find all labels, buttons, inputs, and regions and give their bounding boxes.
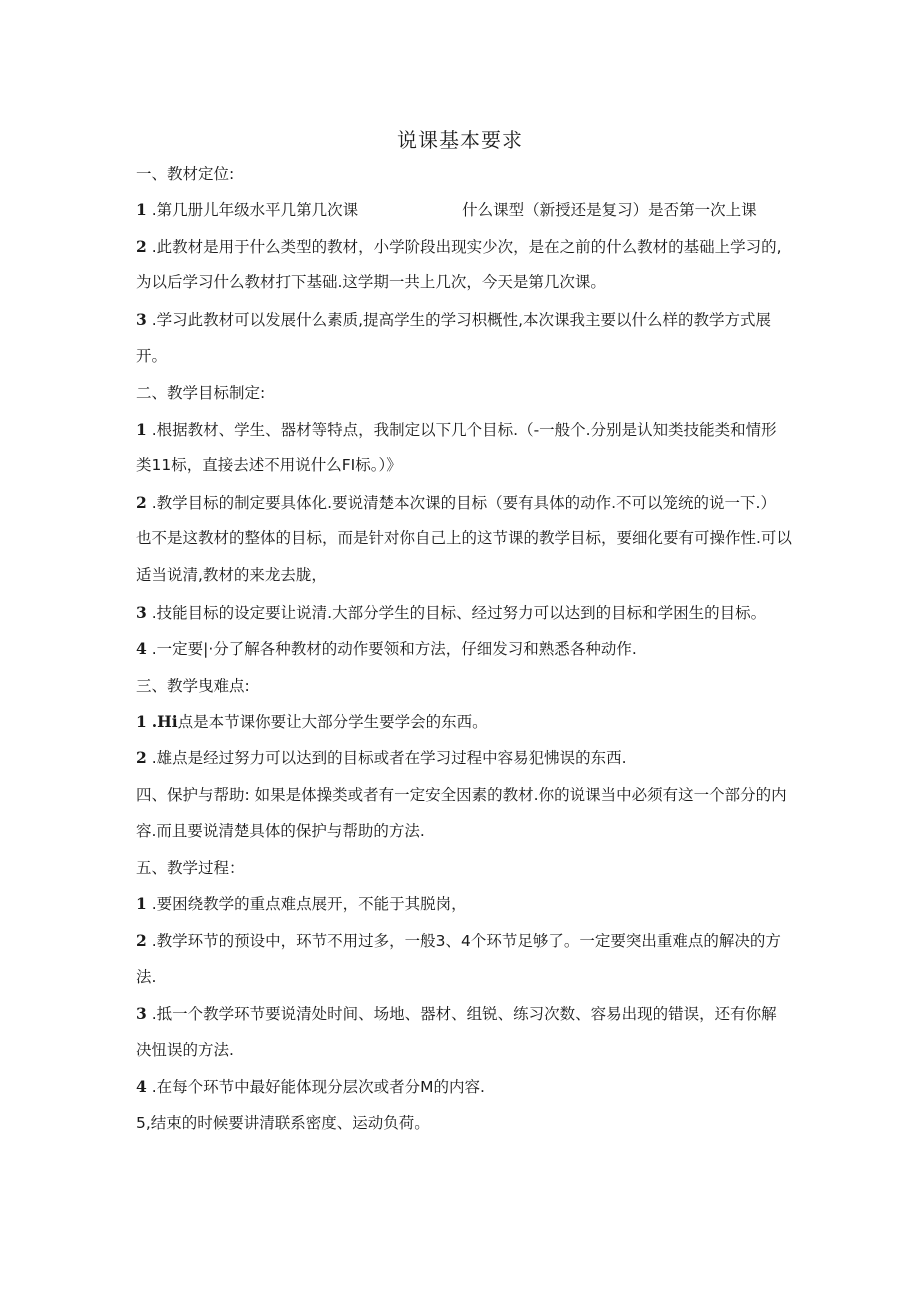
page-title: 说课基本要求 bbox=[397, 128, 523, 152]
s5-item-3-cont: 决忸误的方法. bbox=[136, 1041, 234, 1059]
item-text: .第几册儿年级水平几第几次课 bbox=[151, 201, 359, 219]
item-number: 2 bbox=[136, 931, 147, 950]
item-number: 3 bbox=[136, 1004, 147, 1023]
s5-item-4 bbox=[136, 1076, 806, 1098]
item-text: 什么课型（新授还是复习）是否第一次上课 bbox=[462, 201, 757, 219]
item-text: .雄点是经过努力可以达到的目标或者在学习过程中容易犯怫误的东西. bbox=[151, 749, 627, 767]
section-4-text-cont: 容.而且要说清楚具体的保护与帮助的方法. bbox=[136, 822, 425, 840]
s5-item-5: 5,结束的时候要讲清联系密度、运动负荷。 bbox=[136, 1114, 430, 1132]
item-text: 点是本节课你要让大部分学生要学会的东西。 bbox=[177, 713, 488, 731]
s2-item-2 bbox=[136, 492, 806, 514]
s1-item-2-cont: 为以后学习什么教材打下基础.这学期一共上几次，今天是第几次课。 bbox=[136, 273, 606, 291]
item-number: 4 bbox=[136, 1077, 147, 1096]
item-text: .一定要|·分了解各种教材的动作要领和方法，仔细发习和熟悉各种动作. bbox=[151, 640, 637, 658]
section-4-text: 四、保护与帮助: 如果是体操类或者有一定安全因素的教材.你的说课当中必须有这一个部分的内 bbox=[136, 786, 787, 804]
section-2-heading: 二、教学目标制定: bbox=[136, 384, 266, 402]
item-number: 3 bbox=[136, 603, 147, 622]
s1-item-3 bbox=[136, 309, 806, 331]
s2-item-1-cont: 类11标，直接去述不用说什么FI标。）》 bbox=[136, 456, 402, 474]
item-number: 2 bbox=[136, 237, 147, 256]
s1-item-2 bbox=[136, 236, 806, 258]
s5-item-1 bbox=[136, 893, 806, 915]
item-number: 2 bbox=[136, 493, 147, 512]
item-number: 1 bbox=[136, 420, 147, 439]
item-text: .抵一个教学环节要说清处时间、场地、器材、组锐、练习次数、容易出现的错误，还有你解 bbox=[151, 1005, 777, 1023]
item-text: .根据教材、学生、器材等特点，我制定以下几个目标.（-一般个.分别是认知类技能类和情形 bbox=[151, 421, 777, 439]
s1-item-1 bbox=[136, 199, 806, 221]
s2-item-2-cont: 也不是这教材的整体的目标，而是针对你自己上的这节课的教学目标，要细化要有可操作性.可以 bbox=[136, 529, 792, 547]
s1-item-3-cont: 开。 bbox=[136, 347, 168, 365]
item-text: .教学目标的制定要具体化.要说清楚本次课的目标（要有具体的动作.不可以笼统的说一下.） bbox=[151, 494, 776, 512]
s3-item-2 bbox=[136, 747, 806, 769]
item-number: 1 bbox=[136, 894, 147, 913]
item-number: 4 bbox=[136, 639, 147, 658]
item-text: .学习此教材可以发展什么素质,提高学生的学习枳概性,本次课我主要以什么样的教学方式展 bbox=[151, 311, 772, 329]
item-number: 2 bbox=[136, 748, 147, 767]
s2-item-4 bbox=[136, 638, 806, 660]
item-text-bold: .Hi bbox=[151, 712, 178, 731]
s2-item-1 bbox=[136, 419, 806, 441]
item-text: .教学环节的预设中，环节不用过多，一般3、4个环节足够了。一定要突出重难点的解决的方 bbox=[151, 932, 781, 950]
section-5-heading: 五、教学过程： bbox=[136, 859, 245, 877]
item-text: .在每个环节中最好能体现分层次或者分M的内容. bbox=[151, 1078, 485, 1096]
item-number: 1 bbox=[136, 200, 147, 219]
s3-item-1 bbox=[136, 711, 806, 733]
s5-item-3 bbox=[136, 1003, 806, 1025]
item-text: .此教材是用于什么类型的教材，小学阶段出现实少次，是在之前的什么教材的基础上学习的, bbox=[151, 238, 782, 256]
s2-item-3 bbox=[136, 602, 806, 624]
s5-item-2 bbox=[136, 930, 806, 952]
s5-item-2-cont: 法. bbox=[136, 968, 157, 986]
section-3-heading: 三、教学曳难点: bbox=[136, 677, 250, 695]
item-number: 3 bbox=[136, 310, 147, 329]
item-text: .要困绕教学的重点难点展开，不能于其脱岗， bbox=[151, 895, 467, 913]
section-1-heading: 一、教材定位: bbox=[136, 165, 235, 183]
item-text: .技能目标的设定要让说清.大部分学生的目标、经过努力可以达到的目标和学困生的目标。 bbox=[151, 604, 767, 622]
item-number: 1 bbox=[136, 712, 147, 731]
s2-item-2-cont: 适当说清,教材的来龙去胧， bbox=[136, 566, 327, 584]
